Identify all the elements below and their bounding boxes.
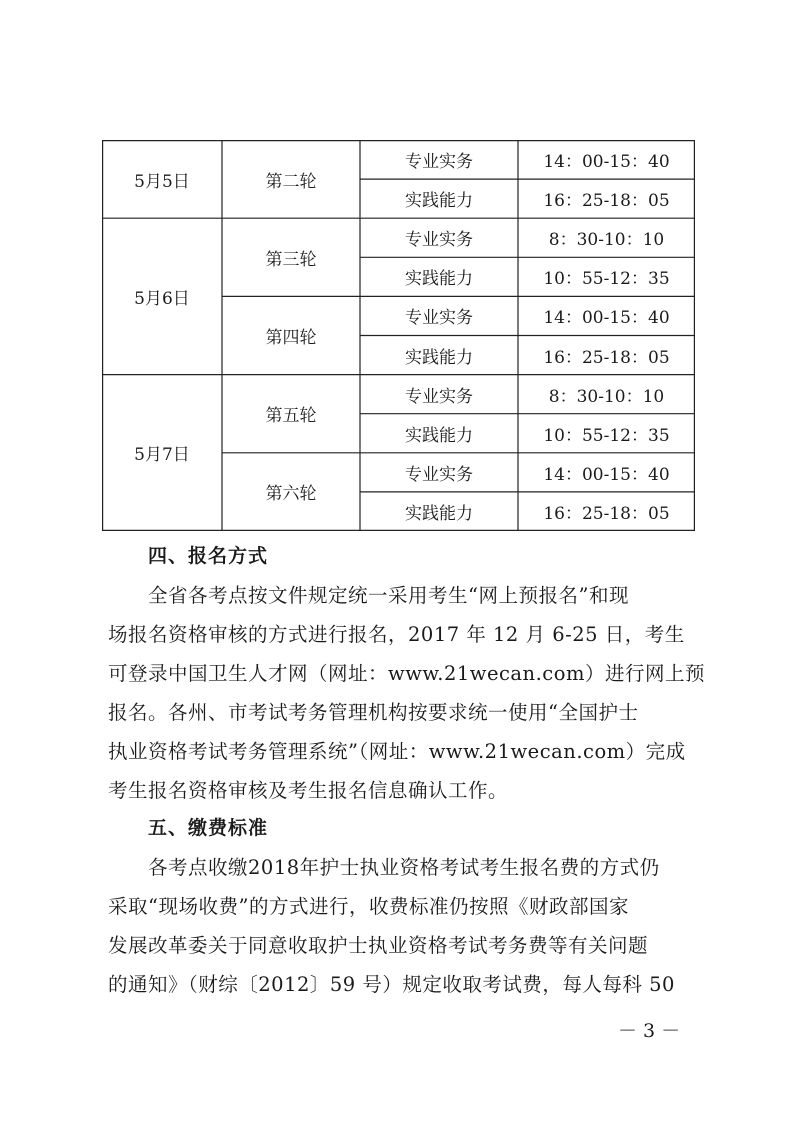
time-cell: 16：25-18：05 [543, 347, 670, 368]
subject-cell: 专业实务 [405, 386, 473, 407]
page-number: － 3 － [618, 1020, 681, 1042]
time-cell: 8：30-10：10 [548, 386, 665, 407]
time-cell: 14：00-15：40 [543, 152, 670, 173]
round-cell: 第二轮 [265, 171, 317, 192]
section4-heading: 四、报名方式 [148, 545, 269, 567]
time-cell: 16：25-18：05 [543, 191, 670, 212]
subject-cell: 实践能力 [405, 191, 473, 212]
time-cell: 16：25-18：05 [543, 503, 670, 524]
paragraph-line: 的通知》（财综〔2012〕59 号）规定收取考试费，每人每科 50 [108, 973, 675, 996]
subject-cell: 专业实务 [405, 464, 473, 485]
paragraph-line: 报名。各州、市考试考务管理机构按要求统一使用“全国护士 [108, 701, 639, 724]
time-cell: 14：00-15：40 [543, 308, 670, 329]
subject-cell: 实践能力 [405, 503, 473, 524]
subject-cell: 实践能力 [405, 269, 473, 290]
paragraph-line: 场报名资格审核的方式进行报名，2017 年 12 月 6-25 日，考生 [108, 623, 685, 646]
round-cell: 第四轮 [265, 327, 317, 348]
date-cell: 5月6日 [134, 288, 190, 309]
date-cell: 5月5日 [134, 171, 190, 192]
time-cell: 8：30-10：10 [548, 230, 665, 251]
round-cell: 第六轮 [265, 484, 317, 505]
paragraph-line: 全省各考点按文件规定统一采用考生“网上预报名”和现 [148, 584, 629, 607]
round-cell: 第三轮 [265, 249, 317, 270]
paragraph-line: 可登录中国卫生人才网（网址：www.21wecan.com）进行网上预 [108, 662, 705, 685]
section5-heading: 五、缴费标准 [148, 817, 269, 839]
subject-cell: 实践能力 [405, 347, 473, 368]
paragraph-line: 各考点收缴2018年护士执业资格考试考生报名费的方式仍 [148, 856, 660, 879]
time-cell: 10：55-12：35 [543, 425, 670, 446]
paragraph-line: 执业资格考试考务管理系统”（网址：www.21wecan.com）完成 [108, 740, 686, 763]
subject-cell: 专业实务 [405, 152, 473, 173]
subject-cell: 专业实务 [405, 230, 473, 251]
subject-cell: 实践能力 [405, 425, 473, 446]
exam-schedule-table [102, 140, 695, 531]
paragraph-line: 发展改革委关于同意收取护士执业资格考试考务费等有关问题 [108, 934, 649, 957]
date-cell: 5月7日 [134, 445, 190, 466]
time-cell: 14：00-15：40 [543, 464, 670, 485]
subject-cell: 专业实务 [405, 308, 473, 329]
paragraph-line: 考生报名资格审核及考生报名信息确认工作。 [108, 779, 509, 802]
time-cell: 10：55-12：35 [543, 269, 670, 290]
paragraph-line: 采取“现场收费”的方式进行，收费标准仍按照《财政部国家 [108, 895, 629, 918]
round-cell: 第五轮 [265, 406, 317, 427]
